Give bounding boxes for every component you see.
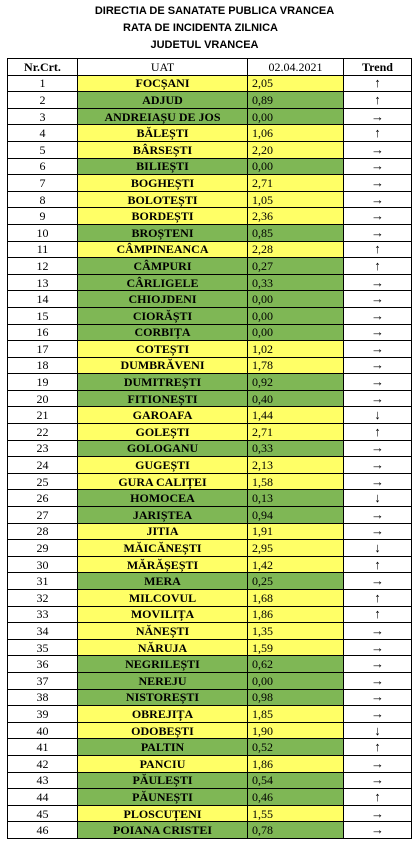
row-number: 2 [8,92,78,109]
row-number: 1 [8,75,78,92]
row-number: 22 [8,424,78,441]
row-number: 20 [8,390,78,407]
row-number: 35 [8,639,78,656]
trend-arrow-icon: → [344,573,412,590]
incidence-rate: 0,78 [248,822,344,839]
trend-arrow-icon: → [344,341,412,358]
table-row [8,656,412,673]
table-row [8,772,412,789]
row-number: 3 [8,108,78,125]
uat-name: MOVILIȚA [78,606,248,623]
uat-name: NĂRUJA [78,639,248,656]
table-row [8,639,412,656]
incidence-rate: 1,59 [248,639,344,656]
incidence-rate: 1,85 [248,706,344,723]
incidence-rate: 2,20 [248,141,344,158]
trend-arrow-icon: → [344,208,412,225]
trend-arrow-icon: → [344,390,412,407]
table-row [8,590,412,607]
incidence-rate: 1,05 [248,191,344,208]
table-row [8,75,412,92]
column-header-trend: Trend [344,59,412,76]
row-number: 24 [8,457,78,474]
table-row [8,822,412,839]
table-row [8,108,412,125]
row-number: 10 [8,224,78,241]
table-row [8,291,412,308]
uat-name: DUMITREȘTI [78,374,248,391]
incidence-rate: 1,35 [248,623,344,640]
uat-name: DUMBRĂVENI [78,357,248,374]
trend-arrow-icon: ↑ [344,556,412,573]
uat-name: GURA CALIȚEI [78,473,248,490]
header-report-title: RATA DE INCIDENTA ZILNICA [122,22,278,34]
table-row [8,706,412,723]
uat-name: CÂMPURI [78,258,248,275]
row-number: 40 [8,722,78,739]
header-county: JUDETUL VRANCEA [150,39,259,51]
table-row [8,390,412,407]
row-number: 39 [8,706,78,723]
uat-name: BÂRSEȘTI [78,141,248,158]
row-number: 26 [8,490,78,507]
trend-arrow-icon: → [344,772,412,789]
incidence-rate: 0,46 [248,789,344,806]
table-row [8,440,412,457]
table-row [8,606,412,623]
incidence-rate: 2,95 [248,540,344,557]
trend-arrow-icon: → [344,689,412,706]
uat-name: CORBIȚA [78,324,248,341]
table-row [8,722,412,739]
table-row [8,307,412,324]
incidence-rate: 1,68 [248,590,344,607]
table-row [8,258,412,275]
table-row [8,407,412,424]
row-number: 34 [8,623,78,640]
trend-arrow-icon: → [344,672,412,689]
uat-name: BĂLEȘTI [78,125,248,142]
uat-name: NĂNEȘTI [78,623,248,640]
incidence-rate: 0,00 [248,291,344,308]
trend-arrow-icon: → [344,274,412,291]
uat-name: JARIȘTEA [78,507,248,524]
trend-arrow-icon: ↓ [344,407,412,424]
table-row [8,523,412,540]
row-number: 12 [8,258,78,275]
incidence-rate: 1,91 [248,523,344,540]
table-body [8,75,412,838]
uat-name: FITIONEȘTI [78,390,248,407]
incidence-rate: 0,27 [248,258,344,275]
table-row [8,125,412,142]
uat-name: PLOSCUȚENI [78,805,248,822]
trend-arrow-icon: ↑ [344,75,412,92]
trend-arrow-icon: ↑ [344,789,412,806]
incidence-rate: 2,36 [248,208,344,225]
table-row [8,175,412,192]
column-header-uat: UAT [78,59,248,76]
uat-name: COTEȘTI [78,341,248,358]
table-row [8,623,412,640]
incidence-rate: 0,00 [248,307,344,324]
trend-arrow-icon: → [344,507,412,524]
row-number: 18 [8,357,78,374]
trend-arrow-icon: → [344,822,412,839]
table-row [8,755,412,772]
row-number: 30 [8,556,78,573]
uat-name: MĂRĂȘEȘTI [78,556,248,573]
table-row [8,92,412,109]
table-row [8,689,412,706]
incidence-rate: 0,00 [248,108,344,125]
row-number: 15 [8,307,78,324]
trend-arrow-icon: → [344,623,412,640]
table-row [8,357,412,374]
header-institution: DIRECTIA DE SANATATE PUBLICA VRANCEA [94,5,335,17]
incidence-rate: 1,86 [248,606,344,623]
incidence-rate: 0,00 [248,324,344,341]
table-row [8,490,412,507]
trend-arrow-icon: → [344,224,412,241]
column-header-nr: Nr.Crt. [8,59,78,76]
row-number: 13 [8,274,78,291]
incidence-rate: 0,33 [248,440,344,457]
incidence-rate: 0,62 [248,656,344,673]
trend-arrow-icon: ↑ [344,92,412,109]
trend-arrow-icon: → [344,805,412,822]
incidence-rate: 0,92 [248,374,344,391]
incidence-rate: 2,05 [248,75,344,92]
row-number: 42 [8,755,78,772]
uat-name: GOLOGANU [78,440,248,457]
uat-name: FOCȘANI [78,75,248,92]
row-number: 32 [8,590,78,607]
row-number: 21 [8,407,78,424]
uat-name: OBREJIȚA [78,706,248,723]
uat-name: BROȘTENI [78,224,248,241]
trend-arrow-icon: → [344,523,412,540]
trend-arrow-icon: → [344,374,412,391]
incidence-rate: 0,98 [248,689,344,706]
incidence-rate: 0,13 [248,490,344,507]
row-number: 28 [8,523,78,540]
trend-arrow-icon: → [344,324,412,341]
table-row [8,424,412,441]
trend-arrow-icon: ↑ [344,590,412,607]
incidence-rate: 0,52 [248,739,344,756]
incidence-rate: 1,42 [248,556,344,573]
row-number: 41 [8,739,78,756]
table-row [8,224,412,241]
row-number: 6 [8,158,78,175]
uat-name: BOGHEȘTI [78,175,248,192]
row-number: 11 [8,241,78,258]
trend-arrow-icon: → [344,639,412,656]
trend-arrow-icon: → [344,457,412,474]
table-row [8,739,412,756]
uat-name: MERA [78,573,248,590]
row-number: 14 [8,291,78,308]
table-row [8,672,412,689]
row-number: 36 [8,656,78,673]
uat-name: ODOBEȘTI [78,722,248,739]
uat-name: HOMOCEA [78,490,248,507]
trend-arrow-icon: ↓ [344,540,412,557]
row-number: 17 [8,341,78,358]
row-number: 19 [8,374,78,391]
row-number: 25 [8,473,78,490]
incidence-rate: 1,06 [248,125,344,142]
table-row [8,341,412,358]
row-number: 23 [8,440,78,457]
row-number: 29 [8,540,78,557]
uat-name: JITIA [78,523,248,540]
table-row [8,805,412,822]
trend-arrow-icon: ↑ [344,739,412,756]
uat-name: CÂRLIGELE [78,274,248,291]
row-number: 46 [8,822,78,839]
incidence-rate: 0,89 [248,92,344,109]
row-number: 7 [8,175,78,192]
row-number: 5 [8,141,78,158]
table-row [8,158,412,175]
row-number: 38 [8,689,78,706]
column-header-date: 02.04.2021 [248,59,344,76]
trend-arrow-icon: → [344,291,412,308]
row-number: 37 [8,672,78,689]
uat-name: POIANA CRISTEI [78,822,248,839]
incidence-rate: 1,78 [248,357,344,374]
incidence-rate: 0,94 [248,507,344,524]
table-row [8,573,412,590]
trend-arrow-icon: → [344,656,412,673]
uat-name: CHIOJDENI [78,291,248,308]
uat-name: NEGRILEȘTI [78,656,248,673]
incidence-rate: 1,58 [248,473,344,490]
uat-name: CÂMPINEANCA [78,241,248,258]
uat-name: GAROAFA [78,407,248,424]
table-row [8,789,412,806]
trend-arrow-icon: → [344,191,412,208]
trend-arrow-icon: → [344,108,412,125]
table-row [8,324,412,341]
uat-name: BOLOTEȘTI [78,191,248,208]
trend-arrow-icon: ↑ [344,125,412,142]
uat-name: CIORĂȘTI [78,307,248,324]
trend-arrow-icon: ↑ [344,424,412,441]
table-row [8,191,412,208]
uat-name: BILIEȘTI [78,158,248,175]
table-row [8,457,412,474]
uat-name: PANCIU [78,755,248,772]
table-row [8,274,412,291]
trend-arrow-icon: → [344,706,412,723]
trend-arrow-icon: ↑ [344,241,412,258]
incidence-rate: 1,44 [248,407,344,424]
incidence-rate: 2,13 [248,457,344,474]
uat-name: ANDREIAȘU DE JOS [78,108,248,125]
uat-name: BORDEȘTI [78,208,248,225]
uat-name: GUGEȘTI [78,457,248,474]
trend-arrow-icon: → [344,755,412,772]
trend-arrow-icon: → [344,357,412,374]
trend-arrow-icon: ↑ [344,606,412,623]
uat-name: MĂICĂNEȘTI [78,540,248,557]
incidence-rate: 1,90 [248,722,344,739]
trend-arrow-icon: ↓ [344,722,412,739]
incidence-table [7,58,412,839]
trend-arrow-icon: ↓ [344,490,412,507]
table-row [8,374,412,391]
trend-arrow-icon: → [344,473,412,490]
row-number: 44 [8,789,78,806]
incidence-rate: 0,85 [248,224,344,241]
row-number: 4 [8,125,78,142]
incidence-rate: 0,33 [248,274,344,291]
uat-name: ADJUD [78,92,248,109]
row-number: 8 [8,191,78,208]
uat-name: MILCOVUL [78,590,248,607]
table-header-row [8,59,412,76]
uat-name: PALTIN [78,739,248,756]
row-number: 43 [8,772,78,789]
row-number: 45 [8,805,78,822]
row-number: 33 [8,606,78,623]
incidence-rate: 0,40 [248,390,344,407]
uat-name: NISTOREȘTI [78,689,248,706]
uat-name: PĂULEȘTI [78,772,248,789]
uat-name: GOLEȘTI [78,424,248,441]
trend-arrow-icon: → [344,158,412,175]
incidence-rate: 1,02 [248,341,344,358]
row-number: 16 [8,324,78,341]
incidence-rate: 0,00 [248,672,344,689]
incidence-rate: 0,25 [248,573,344,590]
incidence-rate: 2,71 [248,424,344,441]
table-row [8,208,412,225]
uat-name: PĂUNEȘTI [78,789,248,806]
trend-arrow-icon: → [344,141,412,158]
trend-arrow-icon: → [344,440,412,457]
incidence-rate: 0,54 [248,772,344,789]
incidence-rate: 1,55 [248,805,344,822]
table-row [8,241,412,258]
row-number: 9 [8,208,78,225]
trend-arrow-icon: ↑ [344,258,412,275]
uat-name: NEREJU [78,672,248,689]
incidence-rate: 1,86 [248,755,344,772]
trend-arrow-icon: → [344,175,412,192]
incidence-rate: 2,28 [248,241,344,258]
trend-arrow-icon: → [344,307,412,324]
table-row [8,556,412,573]
row-number: 27 [8,507,78,524]
row-number: 31 [8,573,78,590]
table-row [8,473,412,490]
incidence-rate: 0,00 [248,158,344,175]
table-row [8,540,412,557]
table-row [8,141,412,158]
table-row [8,507,412,524]
incidence-rate: 2,71 [248,175,344,192]
